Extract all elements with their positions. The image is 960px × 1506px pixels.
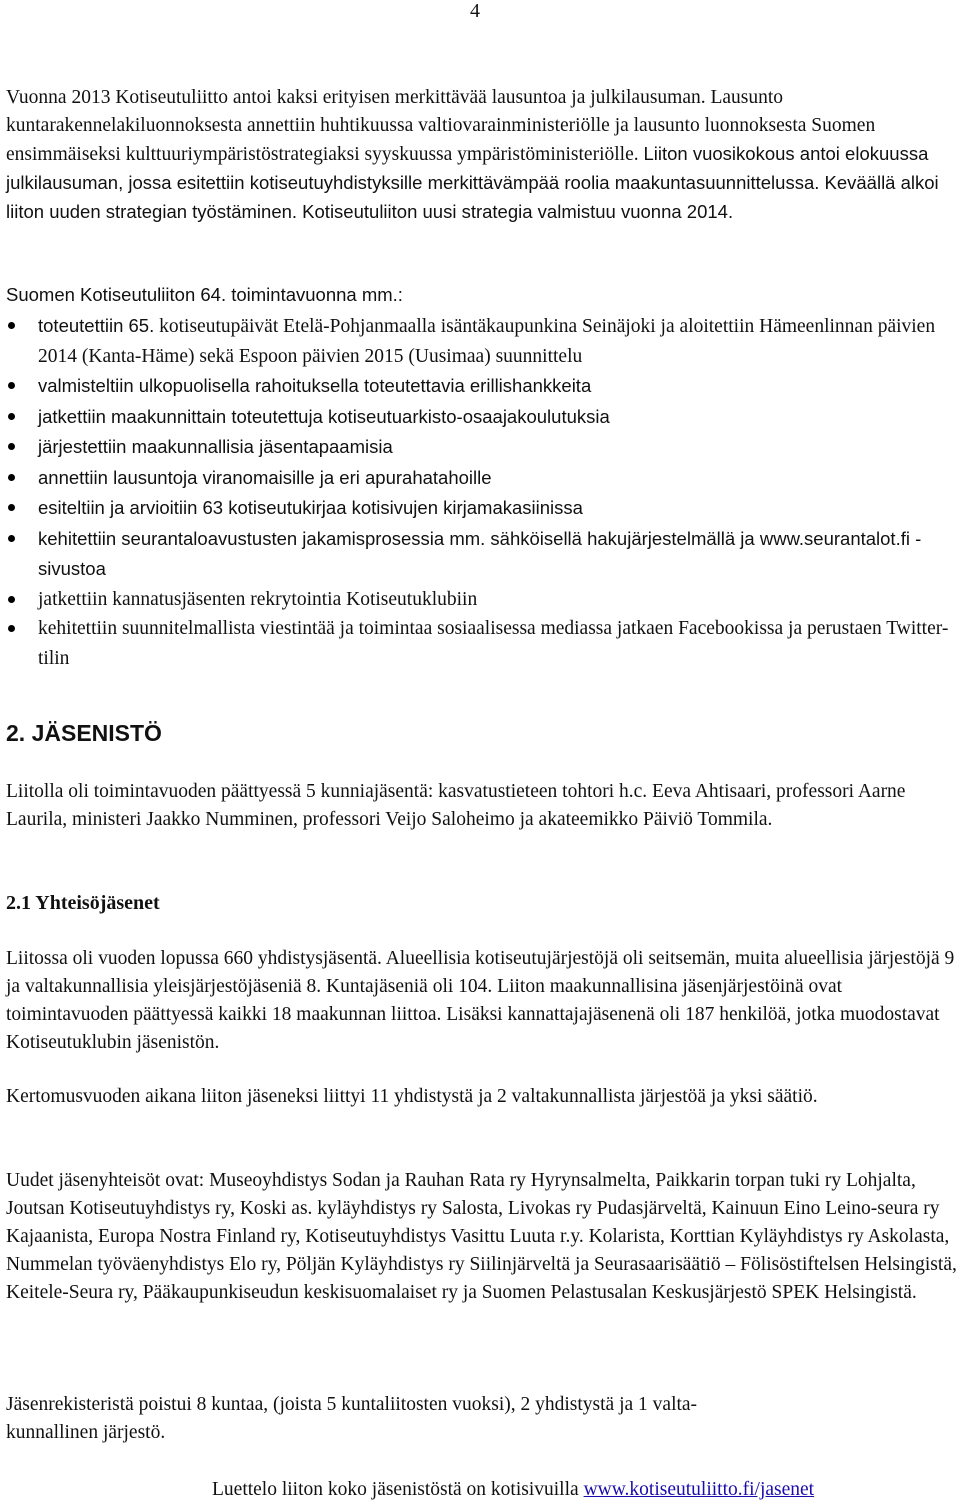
list-item-sans: esiteltiin ja arvioitiin 63 kotiseutukirjaa kotisivujen kirjamakasiinissa bbox=[38, 497, 583, 518]
list-item-sans: kehitettiin seurantaloavustusten jakamisprosessia mm. sähköisellä hakujärjestelmällä ja www.seurantalot.fi -sivustoa bbox=[38, 527, 922, 579]
bullet-icon bbox=[8, 474, 15, 481]
activities-list bbox=[6, 311, 958, 673]
list-item-serif: jatkettiin kannatusjäsenten rekrytointia Kotiseutuklubiin bbox=[38, 588, 478, 610]
new-members-count-paragraph: Kertomusvuoden aikana liiton jäseneksi liittyi 11 yhdistystä ja 2 valtakunnallista järjestöä ja yksi säätiö. bbox=[6, 1086, 818, 1107]
section-heading: 2. JÄSENISTÖ bbox=[6, 720, 162, 746]
page-number: 4 bbox=[470, 0, 480, 22]
list-item bbox=[6, 493, 958, 524]
bullet-icon bbox=[8, 596, 15, 603]
list-item-sans: annettiin lausuntoja viranomaisille ja eri apurahatahoille bbox=[38, 466, 492, 488]
bullet-icon bbox=[8, 382, 15, 389]
list-item-sans: jatkettiin maakunnittain toteutettuja kotiseutuarkisto-osaajakoulutuksia bbox=[38, 405, 610, 427]
list-item bbox=[6, 402, 958, 433]
intro-sans-text: Liiton vuosikokous antoi elokuussa julkilausuman, jossa esitettiin kotiseutuyhdistyksille merkittävämpää roolia maakuntasuunnittelussa. Keväällä alkoi liiton uuden strategian työstäminen. Kotiseutuliiton uusi strategia valmistuu vuonna 2014. bbox=[6, 143, 939, 222]
list-item-serif: kotiseutupäivät Etelä-Pohjanmaalla isäntäkaupunkina Seinäjoki ja aloitettiin Hämeenlinnan päivien 2014 (Kanta-Häme) sekä Espoon päivien 2015 (Uusimaa) suunnittelu bbox=[38, 316, 936, 367]
list-item-sans: toteutettiin 65. bbox=[38, 315, 155, 336]
new-members-list-paragraph: Uudet jäsenyhteisöt ovat: Museoyhdistys Sodan ja Rauhan Rata ry Hyrynsalmelta, Paikkarin torpan tuki ry Lohjalta, Joutsan Kotiseutuyhdistys ry, Koski as. kyläyhdistys ry Salosta, Livokas ry Pudasjärveltä, Kainuun Eino Leino-seura ry Kajaanista, Europa Nostra Finland ry, Kotiseutuyhdistys Vasittu Luuta r.y. Kolarista, Korttian Kyläyhdistys ry Askolasta, Nummelan työväenyhdistys Elo ry, Pöljän Kyläyhdistys ry Siilinjärveltä ja Seurasaarisäätiö – Fölisöstiftelsen Helsingistä, Keitele-Seura ry, Pääkaupunkiseudun keskisuomalaiset ry ja Suomen Pelastusalan Keskusjärjestö SPEK Helsingistä. bbox=[6, 1170, 957, 1303]
intro-serif-text: Vuonna 2013 Kotiseutuliitto antoi kaksi erityisen merkittävää lausuntoa ja julkilausuman. Lausunto kuntarakennelakiluonnoksesta annettiin huhtikuussa valtiovarainministeriölle ja lausunto luonnoksesta Suomen ensimmäiseksi kulttuuriympäristöstrategiaksi syyskuussa ympäristöministeriölle. bbox=[6, 87, 876, 165]
activities-heading: Suomen Kotiseutuliiton 64. toimintavuonna mm.: bbox=[6, 284, 403, 305]
list-item bbox=[6, 524, 958, 585]
member-list-note bbox=[212, 1476, 814, 1504]
list-item-serif: kehitettiin suunnitelmallista viestintää ja toimintaa sosiaalisessa mediassa jatkaen Facebookissa ja perustaen Twitter-tilin bbox=[38, 618, 949, 669]
list-item-sans: järjestettiin maakunnallisia jäsentapaamisia bbox=[38, 436, 393, 457]
bullet-icon bbox=[8, 625, 15, 632]
removed-members-paragraph bbox=[6, 1391, 958, 1447]
removed-members-line2: kunnallinen järjestö. bbox=[6, 1422, 166, 1443]
list-item bbox=[6, 585, 958, 615]
member-list-note-text: Luettelo liiton koko jäsenistöstä on kotisivuilla bbox=[212, 1479, 584, 1500]
subsection-heading: 2.1 Yhteisöjäsenet bbox=[6, 892, 160, 914]
bullet-icon bbox=[8, 443, 15, 450]
membership-paragraph: Liitossa oli vuoden lopussa 660 yhdistysjäsentä. Alueellisia kotiseutujärjestöjä oli seitsemän, muita alueellisia järjestöjä 9 ja valtakunnallisia yleisjärjestöjäseniä 8. Kuntajäseniä oli 104. Liiton maakunnallisina jäsenjärjestöinä ovat toimintavuoden päättyessä kaikki 18 maakunnan liittoa. Lisäksi kannattajajäsenenä oli 187 henkilöä, jotka muodostavat Kotiseutuklubin jäsenistön. bbox=[6, 948, 955, 1053]
list-item-sans: valmisteltiin ulkopuolisella rahoituksella toteutettavia erillishankkeita bbox=[38, 375, 592, 396]
bullet-icon bbox=[8, 535, 15, 542]
bullet-icon bbox=[8, 413, 15, 420]
bullet-icon bbox=[8, 322, 15, 329]
member-list-link[interactable]: www.kotiseutuliitto.fi/jasenet bbox=[583, 1479, 815, 1500]
intro-paragraph bbox=[6, 84, 958, 227]
list-item bbox=[6, 463, 958, 494]
list-item bbox=[6, 311, 958, 371]
bullet-icon bbox=[8, 504, 15, 511]
list-item bbox=[6, 614, 958, 673]
honorary-members-paragraph: Liitolla oli toimintavuoden päättyessä 5 kunniajäsentä: kasvatustieteen tohtori h.c. Eeva Ahtisaari, professori Aarne Laurila, ministeri Jaakko Numminen, professori Veijo Saloheimo ja akateemikko Päiviö Tommila. bbox=[6, 781, 906, 830]
list-item bbox=[6, 371, 958, 402]
list-item bbox=[6, 432, 958, 463]
removed-members-line1: Jäsenrekisteristä poistui 8 kuntaa, (joista 5 kuntaliitosten vuoksi), 2 yhdistystä ja 1 valta- bbox=[6, 1394, 698, 1415]
